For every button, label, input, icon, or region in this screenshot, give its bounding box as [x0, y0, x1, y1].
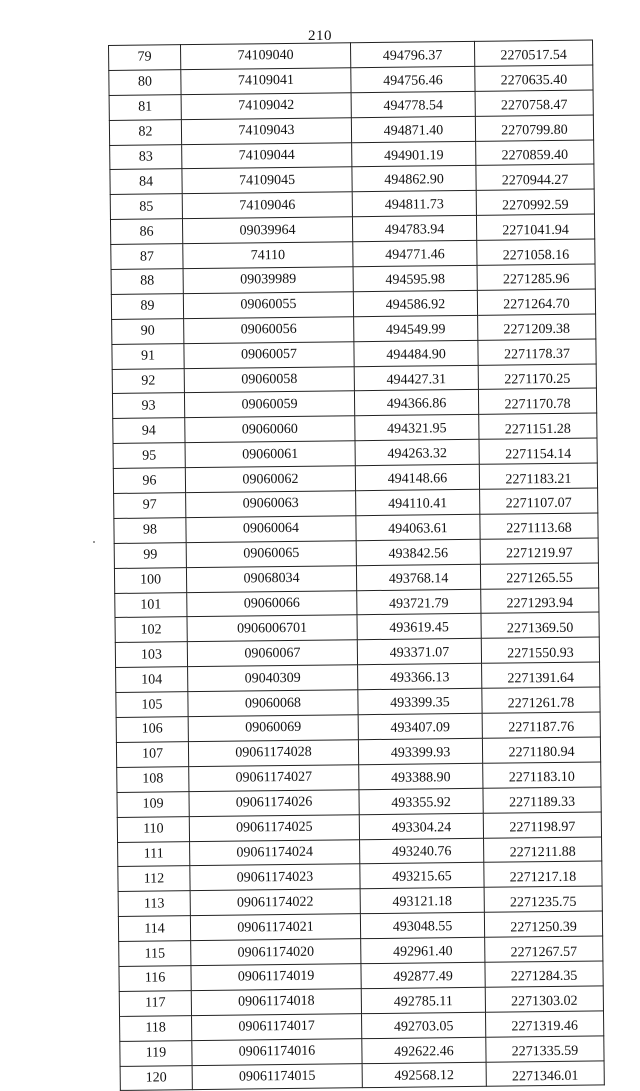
point-id-cell: 74109045 — [182, 167, 352, 194]
x-coordinate-cell: 494595.98 — [353, 265, 477, 291]
row-index-cell: 115 — [119, 941, 191, 967]
y-coordinate-cell: 2271346.01 — [486, 1060, 604, 1086]
row-index-cell: 80 — [109, 70, 181, 96]
x-coordinate-cell: 494796.37 — [350, 41, 474, 67]
x-coordinate-cell: 494549.99 — [354, 315, 478, 341]
table-row — [120, 1060, 604, 1090]
row-index-cell: 114 — [118, 916, 190, 942]
y-coordinate-cell: 2271391.64 — [482, 662, 600, 688]
y-coordinate-cell: 2270859.40 — [476, 140, 594, 166]
x-coordinate-cell: 494901.19 — [352, 141, 476, 167]
x-coordinate-cell: 494427.31 — [354, 365, 478, 391]
y-coordinate-cell: 2271267.57 — [485, 936, 603, 962]
point-id-cell: 09039964 — [182, 217, 352, 244]
x-coordinate-cell: 492785.11 — [361, 987, 485, 1013]
row-index-cell: 108 — [117, 766, 189, 792]
y-coordinate-cell: 2271235.75 — [484, 886, 602, 912]
row-index-cell: 99 — [114, 542, 186, 568]
point-id-cell: 09061174021 — [190, 914, 360, 941]
point-id-cell: 09060060 — [185, 416, 355, 443]
point-id-cell: 09061174027 — [189, 765, 359, 792]
point-id-cell: 74109042 — [181, 93, 351, 120]
row-index-cell: 93 — [112, 393, 184, 419]
point-id-cell: 09060069 — [188, 715, 358, 742]
page-number: 210 — [308, 28, 332, 44]
row-index-cell: 79 — [109, 45, 181, 71]
x-coordinate-cell: 494063.61 — [356, 514, 480, 540]
x-coordinate-cell: 493619.45 — [357, 614, 481, 640]
row-index-cell: 100 — [114, 567, 186, 593]
row-index-cell: 86 — [110, 219, 182, 245]
x-coordinate-cell: 494811.73 — [352, 191, 476, 217]
y-coordinate-cell: 2271211.88 — [484, 836, 602, 862]
row-index-cell: 112 — [118, 866, 190, 892]
y-coordinate-cell: 2271183.21 — [479, 463, 597, 489]
y-coordinate-cell: 2271217.18 — [484, 861, 602, 887]
y-coordinate-cell: 2271113.68 — [480, 513, 598, 539]
row-index-cell: 111 — [118, 841, 190, 867]
x-coordinate-cell: 493768.14 — [356, 564, 480, 590]
y-coordinate-cell: 2271250.39 — [484, 911, 602, 937]
y-coordinate-cell: 2271219.97 — [480, 538, 598, 564]
x-coordinate-cell: 493048.55 — [360, 912, 484, 938]
y-coordinate-cell: 2270799.80 — [475, 115, 593, 141]
point-id-cell: 74109041 — [181, 68, 351, 95]
point-id-cell: 09060067 — [187, 640, 357, 667]
y-coordinate-cell: 2271154.14 — [479, 438, 597, 464]
row-index-cell: 118 — [120, 1015, 192, 1041]
x-coordinate-cell: 493842.56 — [356, 539, 480, 565]
point-id-cell: 09068034 — [186, 565, 356, 592]
row-index-cell: 119 — [120, 1040, 192, 1066]
point-id-cell: 09060057 — [184, 341, 354, 368]
row-index-cell: 107 — [116, 742, 188, 768]
y-coordinate-cell: 2271335.59 — [486, 1036, 604, 1062]
row-index-cell: 84 — [110, 169, 182, 195]
point-id-cell: 09039989 — [183, 267, 353, 294]
x-coordinate-cell: 493240.76 — [360, 838, 484, 864]
row-index-cell: 113 — [118, 891, 190, 917]
y-coordinate-cell: 2271293.94 — [481, 588, 599, 614]
y-coordinate-cell: 2271209.38 — [478, 314, 596, 340]
point-id-cell: 09061174025 — [189, 814, 359, 841]
point-id-cell: 09061174018 — [191, 989, 361, 1016]
x-coordinate-cell: 494778.54 — [351, 91, 475, 117]
x-coordinate-cell: 493399.35 — [358, 688, 482, 714]
coordinates-table-body — [109, 40, 605, 1091]
point-id-cell: 09061174026 — [189, 789, 359, 816]
y-coordinate-cell: 2270944.27 — [476, 164, 594, 190]
x-coordinate-cell: 493304.24 — [359, 813, 483, 839]
y-coordinate-cell: 2271303.02 — [485, 986, 603, 1012]
x-coordinate-cell: 494756.46 — [351, 66, 475, 92]
row-index-cell: 92 — [112, 368, 184, 394]
point-id-cell: 74109046 — [182, 192, 352, 219]
y-coordinate-cell: 2271170.25 — [478, 364, 596, 390]
y-coordinate-cell: 2271151.28 — [479, 413, 597, 439]
point-id-cell: 0906006701 — [187, 615, 357, 642]
point-id-cell: 09061174028 — [188, 740, 358, 767]
point-id-cell: 09061174016 — [192, 1038, 362, 1065]
x-coordinate-cell: 493371.07 — [357, 639, 481, 665]
y-coordinate-cell: 2271178.37 — [478, 339, 596, 365]
y-coordinate-cell: 2271319.46 — [485, 1011, 603, 1037]
point-id-cell: 09060055 — [183, 292, 353, 319]
row-index-cell: 88 — [111, 269, 183, 295]
y-coordinate-cell: 2271180.94 — [482, 737, 600, 763]
x-coordinate-cell: 494148.66 — [355, 464, 479, 490]
row-index-cell: 120 — [120, 1065, 192, 1091]
point-id-cell: 09060068 — [188, 690, 358, 717]
point-id-cell: 09060059 — [184, 391, 354, 418]
row-index-cell: 109 — [117, 791, 189, 817]
row-index-cell: 85 — [110, 194, 182, 220]
y-coordinate-cell: 2271041.94 — [476, 214, 594, 240]
row-index-cell: 101 — [115, 592, 187, 618]
row-index-cell: 96 — [113, 468, 185, 494]
y-coordinate-cell: 2271550.93 — [481, 637, 599, 663]
row-index-cell: 98 — [114, 518, 186, 544]
row-index-cell: 90 — [112, 318, 184, 344]
row-index-cell: 110 — [117, 816, 189, 842]
row-index-cell: 81 — [109, 94, 181, 120]
scan-speck — [93, 541, 95, 543]
point-id-cell: 74109043 — [181, 117, 351, 144]
row-index-cell: 104 — [116, 667, 188, 693]
row-index-cell: 117 — [119, 990, 191, 1016]
row-index-cell: 97 — [114, 493, 186, 519]
x-coordinate-cell: 492622.46 — [362, 1037, 486, 1063]
y-coordinate-cell: 2271264.70 — [477, 289, 595, 315]
x-coordinate-cell: 493399.93 — [358, 738, 482, 764]
y-coordinate-cell: 2271261.78 — [482, 687, 600, 713]
row-index-cell: 103 — [115, 642, 187, 668]
y-coordinate-cell: 2271189.33 — [483, 787, 601, 813]
point-id-cell: 09060065 — [186, 541, 356, 568]
x-coordinate-cell: 494484.90 — [354, 340, 478, 366]
x-coordinate-cell: 494263.32 — [355, 440, 479, 466]
point-id-cell: 09060058 — [184, 366, 354, 393]
x-coordinate-cell: 493355.92 — [359, 788, 483, 814]
x-coordinate-cell: 493215.65 — [360, 863, 484, 889]
row-index-cell: 89 — [111, 294, 183, 320]
x-coordinate-cell: 494366.86 — [354, 390, 478, 416]
point-id-cell: 74109040 — [181, 43, 351, 70]
y-coordinate-cell: 2271107.07 — [480, 488, 598, 514]
row-index-cell: 106 — [116, 717, 188, 743]
point-id-cell: 09061174015 — [192, 1063, 362, 1090]
row-index-cell: 116 — [119, 966, 191, 992]
x-coordinate-cell: 494110.41 — [356, 489, 480, 515]
point-id-cell: 09060063 — [186, 491, 356, 518]
row-index-cell: 95 — [113, 443, 185, 469]
y-coordinate-cell: 2271183.10 — [483, 762, 601, 788]
row-index-cell: 91 — [112, 343, 184, 369]
point-id-cell: 09061174023 — [190, 864, 360, 891]
point-id-cell: 09061174017 — [192, 1013, 362, 1040]
point-id-cell: 09061174022 — [190, 889, 360, 916]
point-id-cell: 09060062 — [185, 466, 355, 493]
point-id-cell: 09061174024 — [190, 839, 360, 866]
point-id-cell: 09060056 — [184, 317, 354, 344]
x-coordinate-cell: 492703.05 — [362, 1012, 486, 1038]
y-coordinate-cell: 2270992.59 — [476, 189, 594, 215]
x-coordinate-cell: 494862.90 — [352, 166, 476, 192]
coordinates-table — [108, 39, 605, 1091]
row-index-cell: 83 — [110, 144, 182, 170]
y-coordinate-cell: 2271285.96 — [477, 264, 595, 290]
row-index-cell: 82 — [109, 119, 181, 145]
x-coordinate-cell: 493407.09 — [358, 713, 482, 739]
y-coordinate-cell: 2271369.50 — [481, 612, 599, 638]
point-id-cell: 74110 — [183, 242, 353, 269]
x-coordinate-cell: 492568.12 — [362, 1062, 486, 1088]
y-coordinate-cell: 2271198.97 — [483, 812, 601, 838]
y-coordinate-cell: 2271187.76 — [482, 712, 600, 738]
point-id-cell: 09060061 — [185, 441, 355, 468]
x-coordinate-cell: 492961.40 — [361, 937, 485, 963]
x-coordinate-cell: 493388.90 — [359, 763, 483, 789]
point-id-cell: 09040309 — [188, 665, 358, 692]
x-coordinate-cell: 494586.92 — [353, 290, 477, 316]
y-coordinate-cell: 2271265.55 — [480, 563, 598, 589]
x-coordinate-cell: 492877.49 — [361, 962, 485, 988]
row-index-cell: 105 — [116, 692, 188, 718]
x-coordinate-cell: 493366.13 — [358, 664, 482, 690]
x-coordinate-cell: 493721.79 — [357, 589, 481, 615]
y-coordinate-cell: 2270517.54 — [474, 40, 592, 66]
point-id-cell: 09060066 — [187, 590, 357, 617]
y-coordinate-cell: 2271058.16 — [477, 239, 595, 265]
row-index-cell: 94 — [113, 418, 185, 444]
x-coordinate-cell: 494783.94 — [352, 216, 476, 242]
point-id-cell: 09061174019 — [191, 964, 361, 991]
y-coordinate-cell: 2270758.47 — [475, 90, 593, 116]
x-coordinate-cell: 494771.46 — [353, 240, 477, 266]
x-coordinate-cell: 494321.95 — [355, 415, 479, 441]
coordinates-table-container — [108, 40, 604, 1091]
y-coordinate-cell: 2271170.78 — [478, 388, 596, 414]
x-coordinate-cell: 493121.18 — [360, 888, 484, 914]
y-coordinate-cell: 2270635.40 — [475, 65, 593, 91]
row-index-cell: 102 — [115, 617, 187, 643]
x-coordinate-cell: 494871.40 — [351, 116, 475, 142]
row-index-cell: 87 — [111, 244, 183, 270]
point-id-cell: 74109044 — [182, 142, 352, 169]
point-id-cell: 09060064 — [186, 516, 356, 543]
point-id-cell: 09061174020 — [191, 939, 361, 966]
y-coordinate-cell: 2271284.35 — [485, 961, 603, 987]
